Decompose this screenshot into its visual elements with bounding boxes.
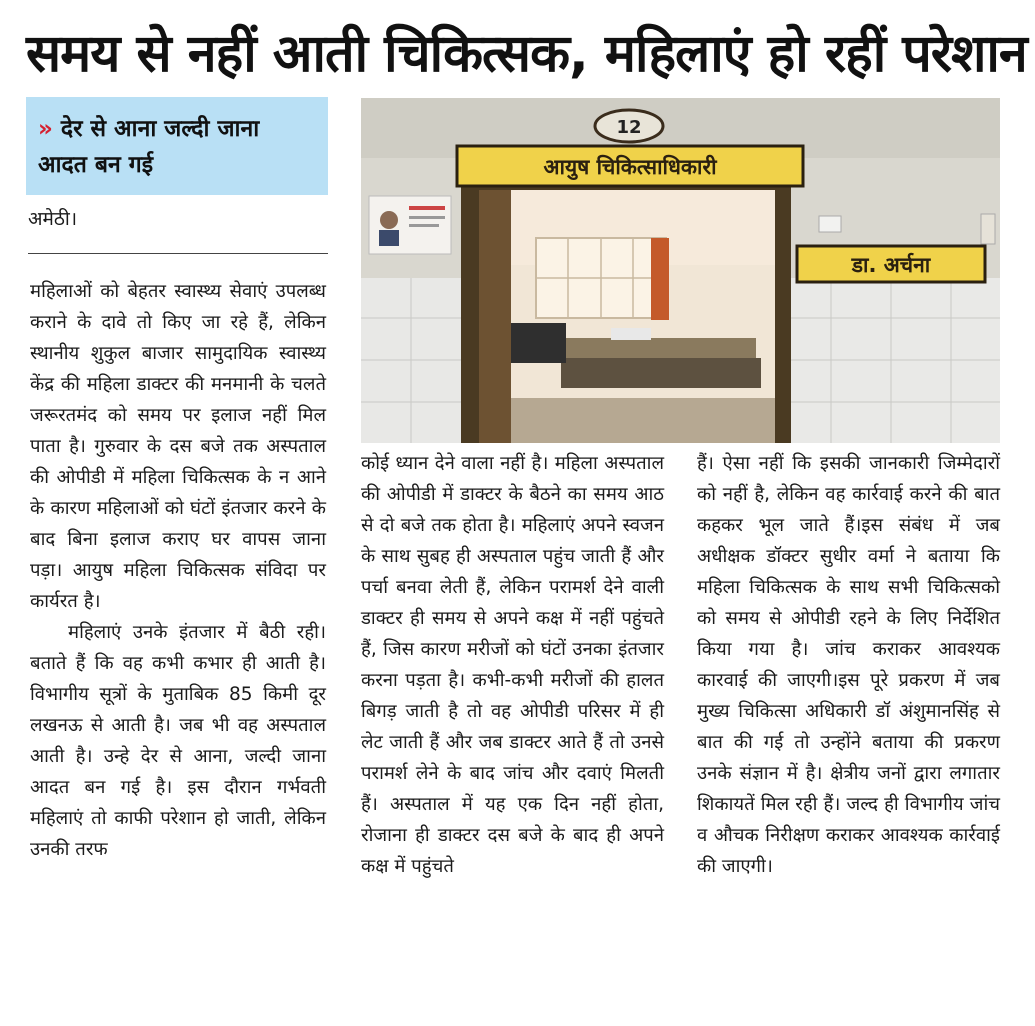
paragraph-3: कोई ध्यान देने वाला नहीं है। महिला अस्पताल की ओपीडी में डाक्टर के बैठने का समय आठ से दो बजे तक होता है। महिलाएं अपने स्वजन के साथ सुबह ही अस्पताल पहुंच जाती हैं और पर्चा बनवा लेती हैं, लेकिन परामर्श देने वाली डाक्टर ही समय से अपने कक्ष में नहीं पहुंचते हैं, जिस कारण मरीजों को घंटों उनका इंतजार करना पड़ता है। कभी-कभी मरीजों की हालत बिगड़ जाती है तो वह ओपीडी परिसर में ही लेट जाती हैं और जब डाक्टर आते हैं तो उनसे परामर्श लेने के बाद जांच और दवाएं मिलती हैं। अस्पताल में यह एक दिन नहीं होता, रोजाना ही डाक्टर दस बजे के बाद ही अपने कक्ष में पहुंचते: [361, 453, 664, 877]
news-photo: [361, 98, 1000, 443]
headline: समय से नहीं आती चिकित्सक, महिलाएं हो रहीं परेशान: [26, 24, 1027, 84]
subheadline-line-2: आदत बन गई: [38, 152, 153, 178]
paragraph-2: महिलाएं उनके इंतजार में बैठी रही। बताते हैं कि वह कभी कभार ही आती है।विभागीय सूत्रों के मुताबिक 85 किमी दूर लखनऊ से आती है। जब भी वह अस्पताल आती है। उन्हे देर से आना, जल्दी जाना आदत बन गई है। इस दौरान गर्भवती महिलाएं तो काफी परेशान हो जाती, लेकिन उनकी तरफ: [30, 622, 326, 860]
article-column-2: [361, 448, 664, 882]
article-column-3: [697, 448, 1000, 882]
name-board: डा. अर्चना: [851, 253, 931, 277]
door-sign: आयुष चिकित्साधिकारी: [543, 155, 717, 179]
subheadline-box: [26, 97, 328, 195]
paragraph-1: महिलाओं को बेहतर स्वास्थ्य सेवाएं उपलब्ध कराने के दावे तो किए जा रहे हैं, लेकिन स्थानीय शुकुल बाजार सामुदायिक स्वास्थ्य केंद्र की महिला डाक्टर की मनमानी के चलते जरूरतमंद को समय पर इलाज नहीं मिल पाता है। गुरुवार के दस बजे तक अस्पताल की ओपीडी में महिला चिकित्सक के न आने के कारण महिलाओं को घंटों इंतजार करने के बाद बिना इलाज कराए घर वापस जाना पड़ा। आयुष महिला चिकित्सक संविदा पर कार्यरत है।: [30, 281, 326, 612]
room-number: 12: [616, 117, 642, 138]
article-column-1: [30, 276, 326, 865]
dateline: अमेठी।: [28, 208, 78, 230]
paragraph-4: हैं। ऐसा नहीं कि इसकी जानकारी जिम्मेदारों को नहीं है, लेकिन वह कार्रवाई करने की बात कहकर भूल जाते हैं।इस संबंध में जब अधीक्षक डॉक्टर सुधीर वर्मा ने बताया कि महिला चिकित्सक के साथ सभी चिकित्सको को समय से ओपीडी रहने के लिए निर्देशित किया गया है। जांच कराकर आवश्यक कारवाई की जाएगी।इस पूरे प्रकरण में जब मुख्य चिकित्सा अधिकारी डॉ अंशुमानसिंह से बात की गई तो उन्होंने बताया की प्रकरण उनके संज्ञान में है। क्षेत्रीय जनों द्वारा लगातार शिकायतें मिल रही हैं। जल्द ही विभागीय जांच व औचक निरीक्षण कराकर आवश्यक कार्रवाई की जाएगी।: [697, 453, 1000, 877]
subheadline-text-1: देर से आना जल्दी जाना: [60, 116, 260, 142]
subheadline-line-1: [38, 111, 316, 147]
double-chevron-icon: »: [38, 116, 53, 142]
divider: [28, 253, 328, 254]
